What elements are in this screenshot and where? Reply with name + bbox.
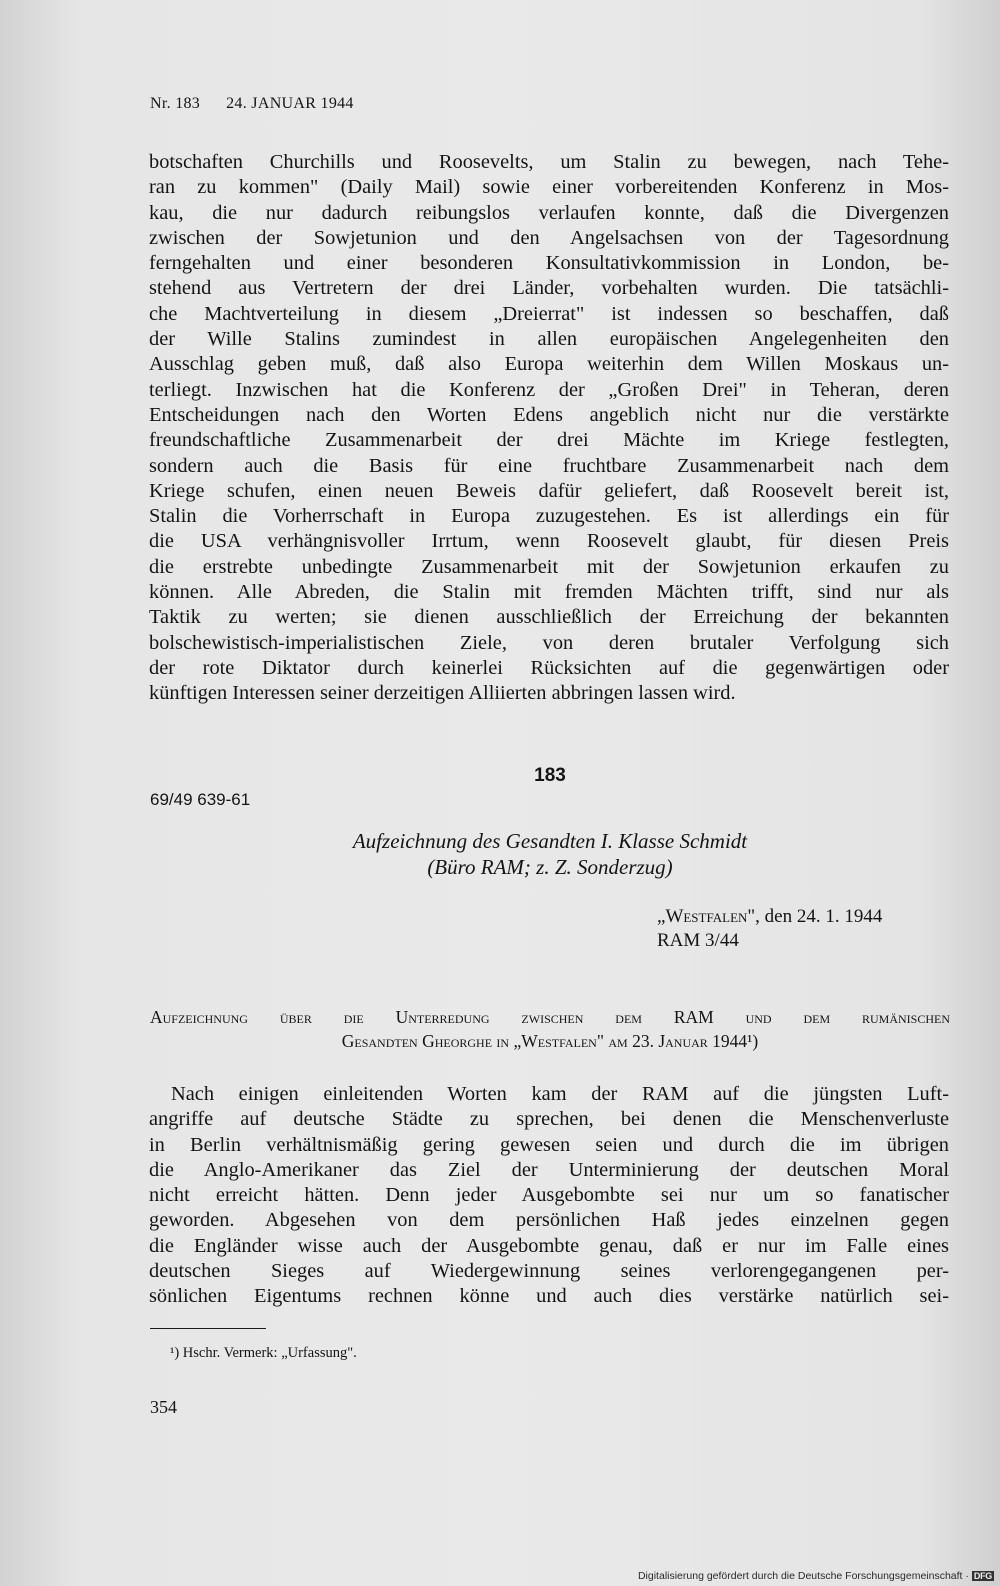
text-line: ran zu kommen" (Daily Mail) sowie einer vorbereitenden Konferenz in Mos-: [149, 176, 949, 199]
body-paragraph-2: [149, 1082, 949, 1310]
document-number: 183: [534, 765, 566, 786]
document-title-line-1: Aufzeichnung des Gesandten I. Klasse Schmidt: [352, 829, 748, 853]
place-name: Westfalen: [665, 906, 748, 927]
text-line: der Wille Stalins zumindest in allen europäischen Angelegenheiten den: [149, 328, 949, 351]
footnote: ¹) Hschr. Vermerk: „Urfassung".: [170, 1345, 357, 1361]
page-number: 354: [150, 1397, 177, 1417]
text-line: angriffe auf deutsche Städte zu sprechen, bei denen die Menschenverluste: [149, 1108, 949, 1131]
place-date-line: [657, 905, 882, 929]
credit-text: Digitalisierung gefördert durch die Deutsche Forschungsgemeinschaft ·: [637, 1570, 969, 1582]
footnote-rule: [150, 1328, 266, 1329]
text-line: die USA verhängnisvoller Irrtum, wenn Roosevelt glaubt, für diesen Preis: [149, 530, 949, 553]
text-line: können. Alle Abreden, die Stalin mit fremden Mächten trifft, sind nur als: [149, 581, 949, 604]
header-document-number: Nr. 183: [150, 95, 201, 112]
text-line: sönlichen Eigentums rechnen könne und auch dies verstärke natürlich sei-: [149, 1285, 949, 1308]
quote-open: „: [657, 906, 666, 927]
text-line: che Machtverteilung in diesem „Dreierrat" ist indessen so beschaffen, daß: [149, 302, 949, 325]
running-header: [150, 95, 354, 113]
text-line: freundschaftliche Zusammenarbeit der drei Mächte im Kriege festlegten,: [149, 429, 949, 452]
text-line: Taktik zu werten; sie dienen ausschließlich der Erreichung der bekannten: [149, 606, 949, 629]
text-line: nicht erreicht hätten. Denn jeder Ausgebombte sei nur um so fanatischer: [149, 1184, 949, 1207]
digitization-credit: [638, 1570, 994, 1582]
subject-line-1: Aufzeichnung über die Unterredung zwischen dem RAM und dem rumänischen: [150, 1007, 950, 1027]
dfg-logo: DFG: [973, 1571, 992, 1581]
date-text: ", den 24. 1. 1944: [747, 906, 883, 927]
text-line: sondern auch die Basis für eine fruchtbare Zusammenarbeit nach dem: [149, 454, 949, 477]
text-line: ferngehalten und einer besonderen Konsultativkommission in London, be-: [149, 252, 949, 275]
document-title: [150, 828, 950, 880]
text-line: deutschen Sieges auf Wiedergewinnung seines verlorengegangenen per-: [149, 1260, 949, 1283]
text-line: bolschewistisch-imperialistischen Ziele, von deren brutaler Verfolgung sich: [149, 631, 949, 654]
text-line: Nach einigen einleitenden Worten kam der RAM auf die jüngsten Luft-: [171, 1083, 949, 1105]
text-line: die erstrebte unbedingte Zusammenarbeit mit der Sowjetunion erkaufen zu: [149, 555, 949, 578]
document-title-line-2: (Büro RAM; z. Z. Sonderzug): [427, 855, 673, 879]
text-line: terliegt. Inzwischen hat die Konferenz der „Großen Drei" in Teheran, deren: [149, 378, 949, 401]
text-line: künftigen Interessen seiner derzeitigen Alliierten abbringen lassen wird.: [149, 682, 736, 705]
text-line: Stalin die Vorherrschaft in Europa zuzugestehen. Es ist allerdings ein für: [149, 505, 949, 528]
document-subject: [150, 1005, 950, 1053]
text-line: die Anglo-Amerikaner das Ziel der Unterminierung der deutschen Moral: [149, 1158, 949, 1181]
file-reference: RAM 3/44: [657, 930, 739, 951]
text-line: die Engländer wisse auch der Ausgebombte genau, daß er nur im Falle eines: [149, 1234, 949, 1257]
text-line: Ausschlag geben muß, daß also Europa weiterhin dem Willen Moskaus un-: [149, 353, 949, 376]
archive-reference: 69/49 639-61: [150, 790, 251, 809]
text-line: stehend aus Vertretern der drei Länder, vorbehalten wurden. Die tatsächli-: [149, 277, 949, 300]
place-and-date: [657, 905, 882, 953]
text-line: botschaften Churchills und Roosevelts, um Stalin zu bewegen, nach Tehe-: [149, 151, 949, 173]
text-line: in Berlin verhältnismäßig gering gewesen seien und durch die im übrigen: [149, 1133, 949, 1156]
text-line: kau, die nur dadurch reibungslos verlaufen konnte, daß die Divergenzen: [149, 201, 949, 224]
text-line: Kriege schufen, einen neuen Beweis dafür geliefert, daß Roosevelt bereit ist,: [149, 479, 949, 502]
subject-line-2: Gesandten Gheorghe in „Westfalen" am 23. Januar 1944¹): [341, 1031, 759, 1051]
header-date: 24. JANUAR 1944: [226, 95, 354, 112]
text-line: Entscheidungen nach den Worten Edens angeblich nicht nur die verstärkte: [149, 403, 949, 426]
text-line: zwischen der Sowjetunion und den Angelsachsen von der Tagesordnung: [149, 226, 949, 249]
text-line: der rote Diktator durch keinerlei Rücksichten auf die gegenwärtigen oder: [149, 656, 949, 679]
body-paragraph-1: [149, 150, 949, 707]
text-line: geworden. Abgesehen von dem persönlichen Haß jedes einzelnen gegen: [149, 1209, 949, 1232]
